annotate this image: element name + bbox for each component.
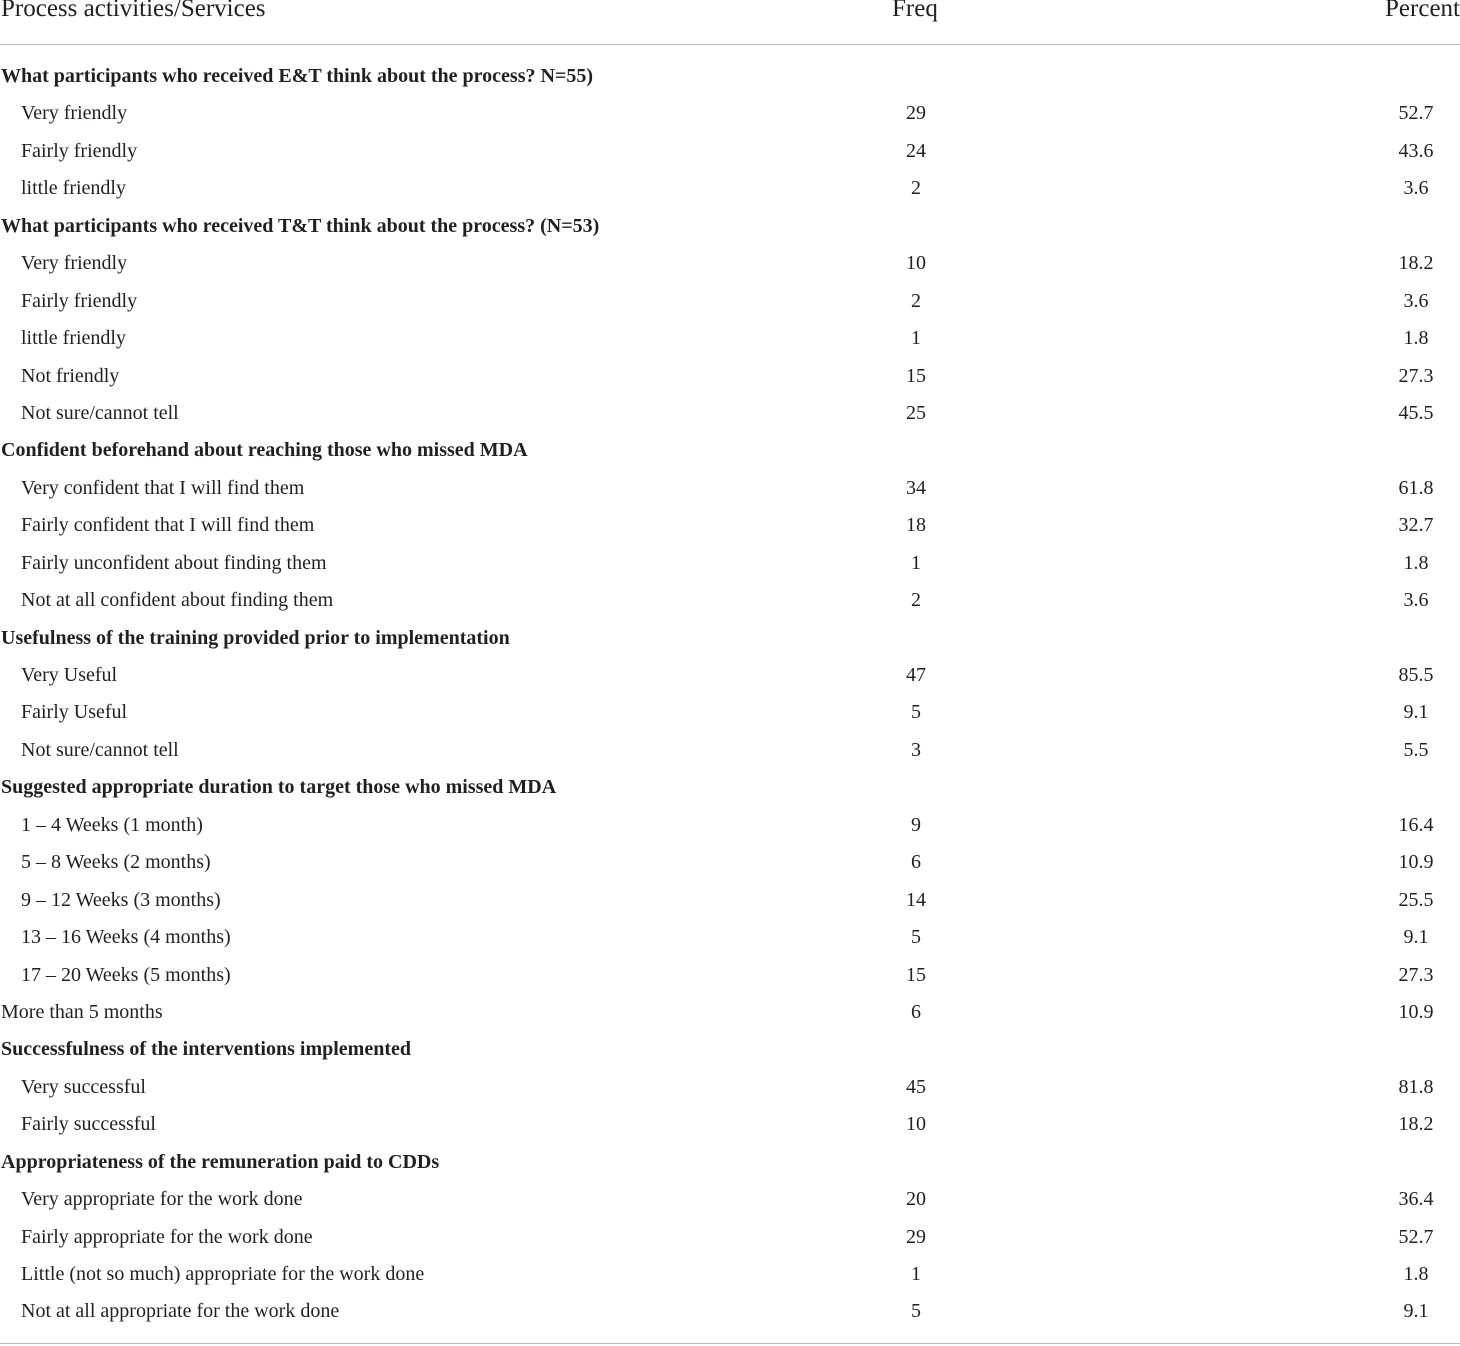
table-row (0, 358, 1460, 395)
freq-cell: 5 (911, 1300, 921, 1323)
section-title: Successfulness of the interventions implemented (1, 1038, 411, 1061)
table-row (0, 1069, 1460, 1106)
row-label: Not friendly (21, 364, 120, 387)
percent-cell: 9.1 (1403, 1300, 1429, 1323)
section-title: What participants who received E&T think about the process? N=55) (1, 65, 593, 87)
freq-cell: 15 (906, 364, 926, 387)
percent-cell: 10.9 (1398, 1000, 1434, 1023)
table-row (0, 807, 1460, 844)
freq-cell: 29 (906, 102, 926, 125)
percent-cell: 1.8 (1403, 1263, 1429, 1285)
freq-cell: 2 (911, 177, 921, 200)
percent-cell: 43.6 (1398, 139, 1434, 162)
row-label: Not sure/cannot tell (21, 401, 179, 424)
row-label: Fairly friendly (21, 289, 138, 312)
percent-cell: 3.6 (1403, 177, 1429, 200)
row-label: 9 – 12 Weeks (3 months) (21, 888, 221, 911)
header-freq-column: Freq (892, 0, 938, 22)
percent-cell: 27.3 (1398, 364, 1434, 387)
section-header-row (0, 208, 1460, 245)
table-row (0, 694, 1460, 731)
freq-cell: 6 (911, 851, 921, 874)
row-label: Not sure/cannot tell (21, 738, 179, 761)
section-header-row (0, 1031, 1460, 1068)
table-row (0, 732, 1460, 769)
percent-cell: 32.7 (1398, 514, 1434, 537)
percent-cell: 1.8 (1403, 551, 1429, 574)
row-label: 5 – 8 Weeks (2 months) (21, 851, 211, 874)
section-title: Appropriateness of the remuneration paid to CDDs (1, 1150, 440, 1173)
freq-cell: 20 (906, 1188, 926, 1211)
freq-cell: 18 (906, 514, 926, 537)
section-title: Usefulness of the training provided prior to implementation (1, 626, 510, 649)
freq-cell: 29 (906, 1225, 926, 1248)
table-row (0, 507, 1460, 544)
freq-cell: 1 (911, 551, 921, 574)
freq-cell: 3 (911, 738, 921, 761)
percent-cell: 45.5 (1398, 401, 1434, 424)
freq-cell: 5 (911, 701, 921, 724)
row-label: 1 – 4 Weeks (1 month) (21, 813, 203, 836)
percent-cell: 25.5 (1398, 888, 1434, 911)
freq-cell: 45 (906, 1075, 926, 1098)
table-row (0, 1256, 1460, 1293)
percent-cell: 52.7 (1398, 1225, 1434, 1248)
row-label: 13 – 16 Weeks (4 months) (21, 926, 231, 949)
freq-cell: 25 (906, 401, 926, 424)
table-row (0, 1181, 1460, 1218)
percent-cell: 85.5 (1398, 664, 1434, 686)
table-row (0, 320, 1460, 357)
percent-cell: 18.2 (1398, 1113, 1434, 1136)
row-label: Very appropriate for the work done (21, 1188, 303, 1211)
row-label: Not at all confident about finding them (21, 589, 334, 612)
table-row (0, 95, 1460, 132)
percent-cell: 3.6 (1403, 289, 1429, 312)
freq-cell: 10 (906, 252, 926, 275)
percent-cell: 27.3 (1398, 963, 1434, 986)
percent-cell: 16.4 (1398, 813, 1434, 836)
table-row (0, 657, 1460, 694)
percent-cell: 3.6 (1403, 589, 1429, 612)
freq-cell: 1 (911, 1263, 921, 1285)
percent-cell: 5.5 (1403, 738, 1429, 761)
row-label: little friendly (21, 177, 126, 200)
table-row (0, 919, 1460, 956)
percent-cell: 61.8 (1398, 476, 1434, 499)
table-body (0, 58, 1460, 1331)
header-percent-column: Percent (1385, 0, 1460, 22)
row-label: 17 – 20 Weeks (5 months) (21, 963, 231, 986)
table-row (0, 994, 1460, 1031)
row-label: Fairly friendly (21, 139, 138, 162)
percent-cell: 18.2 (1398, 252, 1434, 275)
section-header-row (0, 620, 1460, 657)
percent-cell: 81.8 (1398, 1075, 1434, 1098)
table-row (0, 283, 1460, 320)
row-label: Not at all appropriate for the work done (21, 1300, 340, 1323)
section-header-row (0, 58, 1460, 95)
row-label: Very successful (21, 1075, 146, 1098)
table-row (0, 245, 1460, 282)
percent-cell: 9.1 (1403, 701, 1429, 724)
table-row (0, 470, 1460, 507)
section-title: Suggested appropriate duration to target those who missed MDA (1, 776, 557, 799)
table-row (0, 844, 1460, 881)
header-label-column: Process activities/Services (1, 0, 266, 22)
table-row (0, 1219, 1460, 1256)
freq-cell: 6 (911, 1000, 921, 1023)
row-label: Little (not so much) appropriate for the work done (21, 1263, 425, 1285)
row-label: Fairly Useful (21, 701, 128, 724)
table-row (0, 170, 1460, 207)
row-label: Very Useful (21, 664, 118, 686)
table-row (0, 395, 1460, 432)
section-title: Confident beforehand about reaching those who missed MDA (1, 439, 528, 462)
freq-cell: 47 (906, 664, 926, 686)
freq-cell: 14 (906, 888, 926, 911)
table-row (0, 957, 1460, 994)
percent-cell: 10.9 (1398, 851, 1434, 874)
freq-cell: 34 (906, 476, 926, 499)
section-title: What participants who received T&T think about the process? (N=53) (1, 214, 600, 237)
section-header-row (0, 432, 1460, 469)
percent-cell: 9.1 (1403, 926, 1429, 949)
row-label: Very friendly (21, 102, 128, 125)
row-label: Fairly appropriate for the work done (21, 1225, 313, 1248)
freq-cell: 2 (911, 289, 921, 312)
percent-cell: 52.7 (1398, 102, 1434, 125)
table-row (0, 582, 1460, 619)
freq-cell: 2 (911, 589, 921, 612)
freq-cell: 5 (911, 926, 921, 949)
table-bottom-rule (0, 1343, 1460, 1344)
freq-cell: 1 (911, 327, 921, 350)
row-label: Fairly confident that I will find them (21, 514, 315, 537)
row-label: Fairly unconfident about finding them (21, 551, 327, 574)
row-label: Very friendly (21, 252, 128, 275)
row-label: More than 5 months (1, 1000, 163, 1023)
table-header (0, 0, 1460, 45)
table-row (0, 1106, 1460, 1143)
row-label: Fairly successful (21, 1113, 156, 1136)
section-header-row (0, 1144, 1460, 1181)
table-row (0, 882, 1460, 919)
section-header-row (0, 769, 1460, 806)
freq-cell: 10 (906, 1113, 926, 1136)
percent-cell: 1.8 (1403, 327, 1429, 350)
percent-cell: 36.4 (1398, 1188, 1434, 1211)
freq-cell: 15 (906, 963, 926, 986)
table-row (0, 1293, 1460, 1330)
freq-cell: 24 (906, 139, 926, 162)
row-label: Very confident that I will find them (21, 476, 305, 499)
table-row (0, 545, 1460, 582)
table-row (0, 133, 1460, 170)
row-label: little friendly (21, 327, 126, 350)
freq-cell: 9 (911, 813, 921, 836)
